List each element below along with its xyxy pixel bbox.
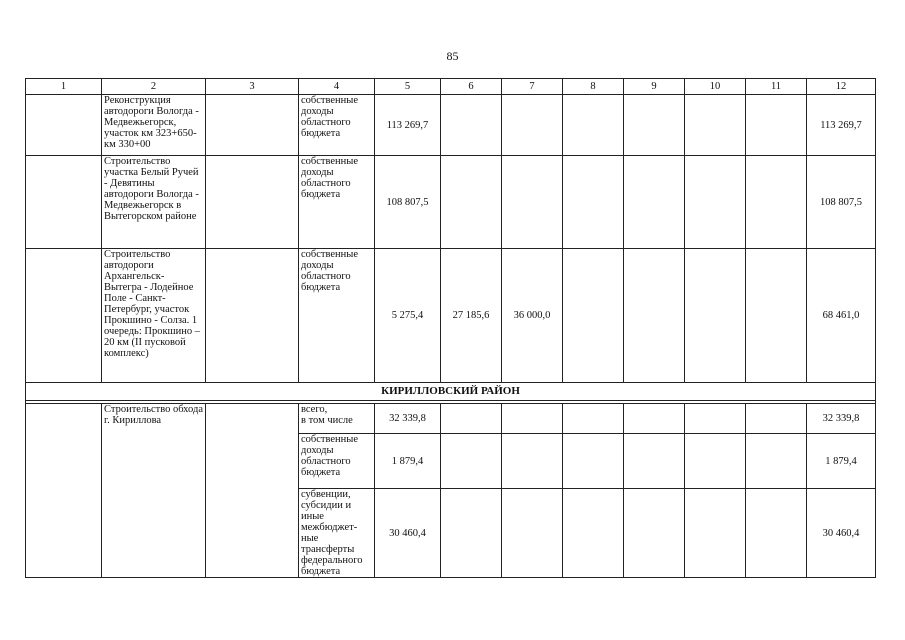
section-row — [26, 383, 876, 401]
column-header: 11 — [746, 79, 807, 95]
section-title: КИРИЛЛОВСКИЙ РАЙОН — [26, 383, 876, 401]
table-cell — [624, 95, 685, 156]
funding-source-cell: субвенции, субсидии и иные межбюджет- ные трансферты федерального бюджета — [299, 489, 375, 578]
table-cell — [206, 249, 299, 383]
object-name-cell: Строительство участка Белый Ручей - Девятины автодороги Вологда - Медвежьегорск в Вытегорском районе — [102, 156, 206, 249]
table-cell — [624, 156, 685, 249]
table-cell — [26, 404, 102, 578]
column-header: 12 — [807, 79, 876, 95]
table-cell — [563, 95, 624, 156]
value-cell-6: 27 185,6 — [441, 249, 502, 383]
total-cell: 108 807,5 — [807, 156, 876, 249]
funding-source-cell: всего, в том числе — [299, 404, 375, 434]
table-cell — [206, 404, 299, 578]
total-cell: 1 879,4 — [807, 434, 876, 489]
value-cell-5: 32 339,8 — [375, 404, 441, 434]
column-header: 8 — [563, 79, 624, 95]
table-cell — [624, 434, 685, 489]
funding-source-cell: собственные доходы областного бюджета — [299, 95, 375, 156]
table-cell — [441, 404, 502, 434]
budget-table — [25, 78, 876, 578]
table-cell — [563, 156, 624, 249]
object-name-cell: Строительство обхода г. Кириллова — [102, 404, 206, 578]
table-cell — [624, 489, 685, 578]
value-cell-5: 113 269,7 — [375, 95, 441, 156]
table-row — [26, 156, 876, 249]
value-cell-5: 30 460,4 — [375, 489, 441, 578]
object-name-cell: Реконструкция автодороги Вологда - Медвежьегорск, участок км 323+650- км 330+00 — [102, 95, 206, 156]
table-cell — [563, 249, 624, 383]
page-number: 85 — [446, 49, 459, 63]
table-cell — [441, 489, 502, 578]
value-cell-7 — [502, 95, 563, 156]
table-cell — [441, 434, 502, 489]
table-cell — [624, 249, 685, 383]
table-cell — [206, 95, 299, 156]
column-header: 2 — [102, 79, 206, 95]
table-cell — [563, 404, 624, 434]
column-header: 10 — [685, 79, 746, 95]
table-cell — [746, 95, 807, 156]
table-cell — [502, 434, 563, 489]
table-cell — [502, 489, 563, 578]
table-cell — [563, 434, 624, 489]
funding-source-cell: собственные доходы областного бюджета — [299, 434, 375, 489]
table-cell — [26, 156, 102, 249]
table-cell — [685, 404, 746, 434]
value-cell-7: 36 000,0 — [502, 249, 563, 383]
column-header: 5 — [375, 79, 441, 95]
column-header: 7 — [502, 79, 563, 95]
value-cell-7 — [502, 156, 563, 249]
table-cell — [746, 489, 807, 578]
table-cell — [685, 156, 746, 249]
column-header: 4 — [299, 79, 375, 95]
total-cell: 30 460,4 — [807, 489, 876, 578]
table-cell — [685, 489, 746, 578]
table-cell — [685, 95, 746, 156]
funding-source-cell: собственные доходы областного бюджета — [299, 156, 375, 249]
table-cell — [746, 404, 807, 434]
value-cell-5: 1 879,4 — [375, 434, 441, 489]
table-cell — [746, 156, 807, 249]
total-cell: 32 339,8 — [807, 404, 876, 434]
table-row — [26, 404, 876, 434]
table-cell — [206, 156, 299, 249]
table-cell — [26, 249, 102, 383]
table-cell — [563, 489, 624, 578]
object-name-cell: Строительство автодороги Архангельск- Вытегра - Лодейное Поле - Санкт- Петербург, участок Прокшино - Солза. 1 очередь: Прокшино – 20 км (II пусковой комплекс) — [102, 249, 206, 383]
total-cell: 113 269,7 — [807, 95, 876, 156]
table-cell — [26, 95, 102, 156]
table-cell — [746, 434, 807, 489]
table-cell — [502, 404, 563, 434]
value-cell-5: 108 807,5 — [375, 156, 441, 249]
header-row — [26, 79, 876, 95]
column-header: 9 — [624, 79, 685, 95]
table-cell — [685, 434, 746, 489]
column-header: 6 — [441, 79, 502, 95]
table-cell — [685, 249, 746, 383]
value-cell-6 — [441, 156, 502, 249]
table-row — [26, 95, 876, 156]
value-cell-5: 5 275,4 — [375, 249, 441, 383]
funding-source-cell: собственные доходы областного бюджета — [299, 249, 375, 383]
column-header: 1 — [26, 79, 102, 95]
total-cell: 68 461,0 — [807, 249, 876, 383]
table-cell — [624, 404, 685, 434]
value-cell-6 — [441, 95, 502, 156]
table-cell — [746, 249, 807, 383]
table-row — [26, 249, 876, 383]
column-header: 3 — [206, 79, 299, 95]
